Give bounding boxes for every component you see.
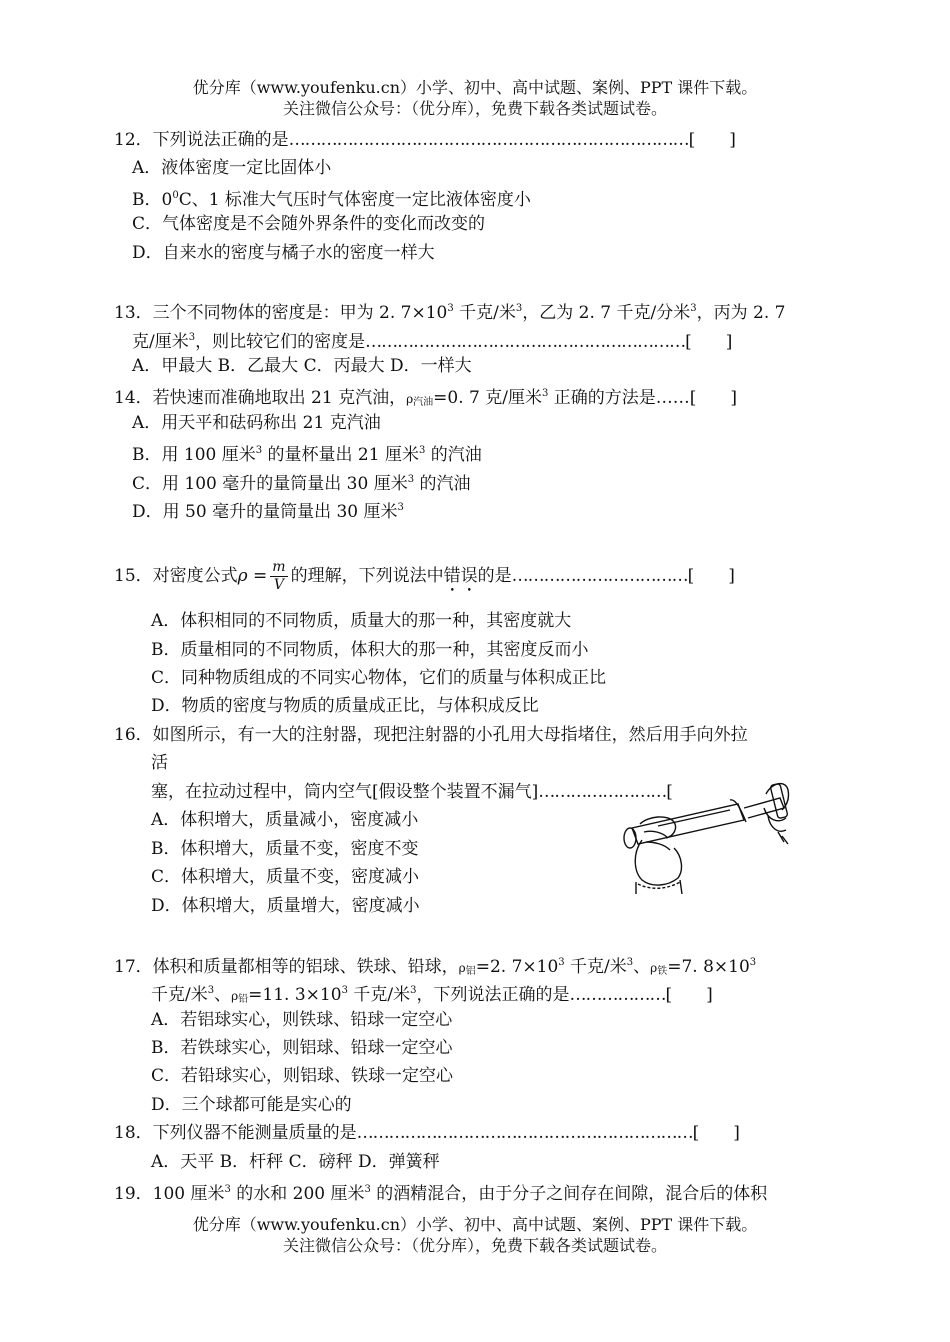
footer-line-2: 关注微信公众号：（优分库），免费下载各类试题试卷。 bbox=[282, 1236, 667, 1255]
syringe-hand-illustration bbox=[618, 776, 790, 894]
q17-option-a: A．若铝球实心，则铁球、铅球一定空心 bbox=[151, 1010, 453, 1030]
q19-stem: 19．100 厘米$^3$ 的水和 200 厘米$^3$ 的酒精混合，由于分子之间存在间隙，混合后的体积 bbox=[114, 1184, 768, 1204]
q16-option-b: B．体积增大，质量不变，密度不变 bbox=[151, 839, 419, 859]
q14-option-b: B．用 100 厘米$^3$ 的量杯量出 21 厘米$^3$ 的汽油 bbox=[132, 445, 482, 465]
answer-bracket: [ ] bbox=[689, 388, 738, 408]
q12-option-c: C．气体密度是不会随外界条件的变化而改变的 bbox=[132, 214, 486, 234]
emphasis-word: 错误 bbox=[443, 566, 478, 586]
q15-stem: 15．对密度公式ρ = $\frac{m}{V}$ 的理解，下列说法中错误的是……………………………[ ] bbox=[114, 559, 735, 593]
q16-stem-line-2: 活 bbox=[151, 753, 168, 773]
q15-option-b: B．质量相同的不同物质，体积大的那一种，其密度反而小 bbox=[151, 640, 589, 660]
q15-option-c: C．同种物质组成的不同实心物体，它们的质量与体积成正比 bbox=[151, 668, 607, 688]
answer-bracket: [ bbox=[666, 782, 673, 802]
syringe-barrel bbox=[632, 800, 746, 844]
q14-option-a: A．用天平和砝码称出 21 克汽油 bbox=[132, 413, 381, 433]
q17-stem-line-2: 千克/米$^3$、$\rho_铅=11$. $3\times 10^3$ 千克/米$^3$，下列说法正确的是………………[ ] bbox=[151, 985, 713, 1005]
q14-option-c: C．用 100 毫升的量筒量出 30 厘米$^3$ 的汽油 bbox=[132, 474, 471, 494]
left-hand bbox=[624, 817, 682, 894]
header-line-1: 优分库（www.youfenku.cn）小学、初中、高中试题、案例、PPT 课件下载。 bbox=[192, 78, 758, 97]
density-formula: ρ = $\frac{m}{V}$ bbox=[237, 559, 286, 593]
q15-option-a: A．体积相同的不同物质，质量大的那一种，其密度就大 bbox=[151, 611, 572, 631]
q14-option-d: D．用 50 毫升的量筒量出 30 厘米$^3$ bbox=[132, 502, 404, 522]
q14-stem: 14．若快速而准确地取出 21 克汽油，$\rho_{汽油}=0$. 7 克/厘米$^3$ 正确的方法是……[ ] bbox=[114, 388, 738, 408]
right-hand bbox=[764, 784, 789, 844]
q17-option-d: D．三个球都可能是实心的 bbox=[151, 1095, 352, 1115]
header-line-2: 关注微信公众号：（优分库），免费下载各类试题试卷。 bbox=[282, 99, 667, 118]
q17-option-b: B．若铁球实心，则铝球、铅球一定空心 bbox=[151, 1038, 453, 1058]
q18-options: A．天平 B．杆秤 C．磅秤 D．弹簧秤 bbox=[151, 1152, 440, 1172]
q16-stem-line-1: 16．如图所示，有一大的注射器，现把注射器的小孔用大母指堵住，然后用手向外拉 bbox=[114, 725, 748, 745]
answer-bracket: [ ] bbox=[692, 1123, 740, 1143]
q13-options: A．甲最大 B．乙最大 C．丙最大 D．一样大 bbox=[132, 356, 472, 376]
q13-stem-line-2: 克/厘米$^3$，则比较它们的密度是……………………………………………………[ ] bbox=[132, 332, 733, 352]
q12-stem: 12．下列说法正确的是…………………………………………………………………[ ] bbox=[114, 130, 736, 150]
q16-option-d: D．体积增大，质量增大，密度减小 bbox=[151, 896, 420, 916]
q12-option-d: D．自来水的密度与橘子水的密度一样大 bbox=[132, 243, 435, 263]
footer-line-1: 优分库（www.youfenku.cn）小学、初中、高中试题、案例、PPT 课件下载。 bbox=[192, 1215, 758, 1234]
q12-option-b: B．$0^0C$、1 标准大气压时气体密度一定比液体密度小 bbox=[132, 190, 531, 210]
formula-fraction: $\frac{m}{V}$ bbox=[272, 559, 286, 593]
answer-bracket: [ ] bbox=[665, 985, 713, 1005]
q13-stem-line-1: 13．三个不同物体的密度是：甲为 2. $7\times 10^3$ 千克/米$^3$，乙为 2. 7 千克/分米$^3$，丙为 2. 7 bbox=[114, 303, 786, 323]
q15-option-d: D．物质的密度与物质的质量成正比，与体积成反比 bbox=[151, 696, 539, 716]
page-header bbox=[0, 77, 950, 119]
page-footer bbox=[0, 1214, 950, 1256]
q17-option-c: C．若铅球实心，则铝球、铁球一定空心 bbox=[151, 1066, 454, 1086]
q12-option-a: A．液体密度一定比固体小 bbox=[132, 158, 332, 178]
answer-bracket: [ ] bbox=[687, 566, 735, 586]
q16-option-c: C．体积增大，质量不变，密度减小 bbox=[151, 867, 420, 887]
q18-stem: 18．下列仪器不能测量质量的是………………………………………………………[ ] bbox=[114, 1123, 740, 1143]
q16-option-a: A．体积增大，质量减小，密度减小 bbox=[151, 810, 419, 830]
q16-stem-line-3: 塞，在拉动过程中，筒内空气[假设整个装置不漏气]……………………[ bbox=[151, 782, 673, 802]
q17-stem-line-1: 17．体积和质量都相等的铝球、铁球、铅球，$\rho_铝=2$. $7\times 10^3$ 千克/米$^3$、$\rho_铁=7$. $8\times 10^3$ bbox=[114, 957, 757, 977]
answer-bracket: [ ] bbox=[688, 130, 736, 150]
answer-bracket: [ ] bbox=[685, 332, 733, 352]
